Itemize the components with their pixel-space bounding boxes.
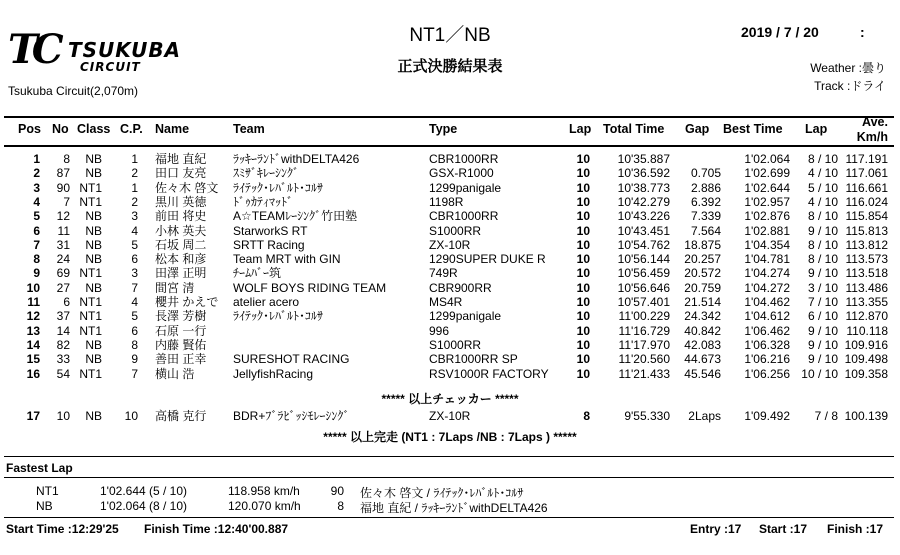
cell-gap: 20.759	[684, 280, 721, 295]
cell-total-time: 10'56.459	[617, 266, 670, 281]
table-row	[0, 325, 900, 337]
cell-cp: 1	[131, 152, 138, 166]
cell-best-time: 1'04.354	[744, 237, 790, 252]
cell-lap: 10	[576, 323, 590, 338]
fastest-lap-time: 1'02.064 (8 / 10)	[100, 499, 188, 513]
cell-gap: 2.886	[690, 180, 721, 195]
cell-best-time: 1'04.612	[744, 309, 790, 324]
cell-total-time: 10'36.592	[617, 166, 670, 181]
cell-ave-speed: 110.118	[846, 323, 888, 338]
cell-lap: 10	[576, 194, 590, 209]
cell-pos: 4	[33, 194, 40, 209]
cell-best-lap: 3 / 10	[807, 280, 838, 295]
circuit-name: Tsukuba Circuit(2,070m)	[8, 84, 139, 98]
cell-total-time: 10'54.762	[617, 237, 670, 252]
cell-gap: 0.705	[690, 166, 721, 181]
cell-ave-speed: 116.661	[845, 180, 888, 195]
table-row	[0, 282, 900, 294]
cell-class: NB	[85, 280, 102, 295]
cell-total-time: 11'21.433	[618, 366, 670, 381]
cell-team: WOLF BOYS RIDING TEAM	[233, 280, 387, 295]
table-row	[0, 353, 900, 365]
fastest-lap-rider: 福地 直紀 / ﾗｯｷｰﾗﾝﾄﾞwithDELTA426	[360, 501, 548, 515]
cell-type: CBR1000RR	[429, 209, 499, 224]
cell-type: 1290SUPER DUKE R	[429, 252, 546, 267]
cell-class: NT1	[79, 323, 102, 338]
cell-lap: 10	[576, 209, 590, 224]
cell-total-time: 10'38.773	[617, 180, 670, 195]
cell-lap: 10	[576, 166, 590, 181]
cell-total-time: 10'35.887	[617, 152, 670, 166]
cell-lap: 10	[576, 309, 590, 324]
cell-best-time: 1'06.216	[744, 352, 790, 367]
cell-best-time: 1'02.644	[744, 180, 790, 195]
table-row	[0, 239, 900, 251]
cell-ave-speed: 100.139	[844, 409, 888, 423]
cell-class: NT1	[79, 194, 102, 209]
logo-name: TSUKUBA	[68, 38, 182, 62]
cell-class: NB	[85, 166, 102, 181]
cell-cp: 7	[131, 280, 138, 295]
table-row	[0, 296, 900, 308]
cell-class: NT1	[79, 180, 102, 195]
cell-pos: 16	[26, 366, 40, 381]
cell-pos: 9	[33, 266, 40, 281]
cell-type: S1000RR	[429, 223, 482, 238]
cell-type: CBR1000RR SP	[429, 352, 518, 367]
cell-no: 69	[56, 266, 70, 281]
cell-ave-speed: 109.498	[844, 352, 888, 367]
cell-pos: 2	[33, 166, 40, 181]
table-header-rule	[4, 145, 894, 147]
cell-name: 佐々木 啓文	[155, 180, 219, 195]
col-best-time: Best Time	[723, 122, 783, 136]
cell-total-time: 11'20.560	[618, 352, 670, 367]
cell-best-time: 1'09.492	[744, 409, 790, 423]
fastest-lap-title: Fastest Lap	[6, 461, 73, 475]
cell-cp: 8	[131, 337, 138, 352]
cell-type: 1198R	[429, 194, 464, 209]
cell-class: NB	[85, 337, 102, 352]
cell-gap: 7.339	[690, 209, 721, 224]
cell-class: NB	[85, 209, 102, 224]
cell-cp: 4	[131, 223, 138, 238]
cell-team: ﾄﾞｩｶﾃｨﾏｯﾄﾞ	[233, 194, 294, 209]
cell-no: 33	[56, 352, 70, 367]
cell-name: 前田 将史	[155, 209, 207, 224]
cell-cp: 1	[131, 180, 138, 195]
col-team: Team	[233, 122, 265, 136]
table-row	[0, 310, 900, 322]
cell-best-lap: 4 / 10	[807, 194, 838, 209]
cell-class: NT1	[79, 266, 102, 281]
cell-name: 小林 英夫	[155, 223, 207, 238]
cell-lap: 10	[576, 295, 590, 309]
table-row	[0, 368, 900, 380]
cell-pos: 15	[26, 352, 40, 367]
table-row	[0, 210, 900, 222]
cell-type: 996	[429, 323, 450, 338]
cell-best-lap: 7 / 10	[807, 295, 838, 309]
cell-type: ZX-10R	[429, 237, 471, 252]
col-gap: Gap	[685, 122, 710, 136]
cell-ave-speed: 112.870	[845, 309, 888, 324]
cell-pos: 7	[33, 237, 40, 252]
cell-type: 1299panigale	[429, 309, 502, 324]
cell-gap: 40.842	[684, 323, 721, 338]
cell-best-time: 1'06.256	[744, 366, 790, 381]
cell-team: ﾗｲﾃｯｸ･ﾚﾊﾞﾙﾄ･ｺﾙｻ	[233, 180, 324, 195]
cell-best-lap: 8 / 10	[807, 209, 838, 224]
table-row-17	[0, 410, 900, 422]
cell-lap: 10	[576, 352, 590, 367]
col-pos: Pos	[18, 122, 41, 136]
cell-team: SRTT Racing	[233, 237, 305, 252]
cell-team: ﾗｲﾃｯｸ･ﾚﾊﾞﾙﾄ･ｺﾙｻ	[233, 309, 324, 324]
cell-type: CBR900RR	[429, 280, 492, 295]
cell-team: BDR+ﾌﾞﾗﾋﾞｯｼﾓﾚｰｼﾝｸﾞ	[233, 409, 350, 423]
table-top-rule	[4, 116, 894, 118]
cell-gap: 21.514	[684, 295, 721, 309]
cell-ave-speed: 113.355	[845, 295, 888, 309]
cell-class: NT1	[79, 295, 102, 309]
cell-best-lap: 4 / 10	[807, 166, 838, 181]
cell-best-time: 1'04.274	[744, 266, 790, 281]
cell-total-time: 10'56.144	[617, 252, 670, 267]
table-row	[0, 267, 900, 279]
table-row	[0, 225, 900, 237]
cell-name: 田澤 正明	[155, 266, 207, 281]
fastest-lap-class: NB	[36, 499, 53, 513]
cell-ave-speed: 113.518	[845, 266, 888, 281]
cell-no: 14	[56, 323, 70, 338]
cell-gap: 20.257	[684, 252, 721, 267]
cell-name: 内藤 賢佑	[155, 337, 207, 352]
cell-pos: 11	[27, 295, 40, 309]
fastest-lap-number: 8	[337, 499, 344, 513]
cell-cp: 2	[131, 194, 138, 209]
cell-pos: 1	[33, 152, 40, 166]
cell-ave-speed: 117.061	[845, 166, 888, 181]
cell-team: SURESHOT RACING	[233, 352, 350, 367]
cell-pos: 12	[26, 309, 40, 324]
cell-name: 善田 正幸	[155, 352, 207, 367]
cell-cp: 4	[131, 295, 138, 309]
cell-class: NB	[85, 352, 102, 367]
cell-team: StarworkS RT	[233, 223, 308, 238]
cell-best-time: 1'02.064	[744, 152, 790, 166]
cell-no: 37	[56, 309, 70, 324]
cell-cp: 5	[131, 237, 138, 252]
fastest-lap-speed: 120.070 km/h	[228, 499, 301, 513]
cell-pos: 13	[26, 323, 40, 338]
col-lap: Lap	[569, 122, 592, 136]
cell-lap: 10	[576, 152, 590, 166]
cell-ave-speed: 113.573	[845, 252, 888, 267]
cell-pos: 5	[33, 209, 40, 224]
cell-no: 82	[56, 337, 70, 352]
cell-total-time: 10'56.646	[617, 280, 670, 295]
cell-name: 黒川 英徳	[155, 194, 207, 209]
cell-ave-speed: 115.813	[845, 223, 888, 238]
cell-ave-speed: 115.854	[845, 209, 888, 224]
cell-best-time: 1'04.781	[744, 252, 790, 267]
cell-best-time: 1'04.462	[744, 295, 790, 309]
cell-class: NB	[85, 152, 102, 166]
cell-class: NB	[85, 252, 102, 267]
fastest-lap-top-rule	[4, 456, 894, 457]
cell-lap: 10	[576, 266, 590, 281]
cell-team: ﾗｯｷｰﾗﾝﾄﾞwithDELTA426	[233, 152, 360, 166]
cell-no: 90	[56, 180, 70, 195]
logo-mark: TC	[8, 26, 58, 73]
race-title: NT1／NB	[409, 25, 491, 46]
cell-total-time: 10'43.451	[617, 223, 670, 238]
table-row	[0, 182, 900, 194]
cell-type: 749R	[429, 266, 458, 281]
cell-name: 石原 一行	[155, 323, 207, 338]
cell-gap: 24.342	[684, 309, 721, 324]
cell-class: NB	[85, 237, 102, 252]
race-date: 2019 / 7 / 20	[741, 24, 819, 40]
col-kmh: Km/h	[856, 130, 888, 144]
cell-type: CBR1000RR	[429, 152, 499, 166]
cell-best-lap: 9 / 10	[807, 223, 838, 238]
cell-cp: 6	[131, 323, 138, 338]
cell-best-lap: 8 / 10	[807, 252, 838, 267]
cell-cp: 6	[131, 252, 138, 267]
cell-no: 10	[56, 409, 70, 423]
cell-best-time: 1'06.328	[744, 337, 790, 352]
cell-gap: 2Laps	[688, 409, 721, 423]
cell-lap: 10	[576, 337, 590, 352]
col-class: Class	[77, 122, 111, 136]
fastest-lap-rule	[4, 477, 894, 478]
cell-best-lap: 8 / 10	[807, 152, 838, 166]
finish-time: Finish Time :12:40'00.887	[144, 522, 289, 536]
fastest-lap-number: 90	[330, 484, 344, 498]
cell-pos: 17	[26, 409, 40, 423]
cell-best-time: 1'02.957	[744, 194, 790, 209]
race-subtitle: 正式決勝結果表	[397, 58, 503, 75]
cell-best-time: 1'04.272	[744, 280, 790, 295]
cell-type: RSV1000R FACTORY	[429, 366, 549, 381]
cell-best-lap: 9 / 10	[807, 323, 838, 338]
col-ave: Ave.	[862, 115, 888, 129]
col-total-time: Total Time	[603, 122, 665, 136]
col-name: Name	[155, 122, 190, 136]
weather: Weather :曇り	[810, 61, 886, 75]
track-condition: Track :ドライ	[814, 79, 886, 93]
finish-count: Finish :17	[827, 522, 884, 536]
cell-pos: 8	[33, 252, 40, 267]
cell-pos: 3	[33, 180, 40, 195]
cell-team: atelier acero	[233, 295, 300, 309]
cell-cp: 10	[124, 409, 138, 423]
cell-lap: 10	[576, 180, 590, 195]
cell-gap: 42.083	[684, 337, 721, 352]
col-type: Type	[429, 122, 458, 136]
cell-best-time: 1'02.881	[744, 223, 790, 238]
cell-type: GSX-R1000	[429, 166, 494, 181]
cell-best-lap: 8 / 10	[807, 237, 838, 252]
cell-ave-speed: 109.916	[844, 337, 888, 352]
cell-type: ZX-10R	[429, 409, 471, 423]
cell-name: 福地 直紀	[155, 152, 207, 166]
cell-best-lap: 6 / 10	[807, 309, 838, 324]
cell-best-lap: 5 / 10	[807, 180, 838, 195]
cell-cp: 5	[131, 309, 138, 324]
cell-cp: 7	[131, 366, 138, 381]
cell-best-time: 1'02.699	[744, 166, 790, 181]
cell-ave-speed: 116.024	[845, 194, 888, 209]
checker-note: ***** 以上チェッカー *****	[381, 392, 519, 406]
table-row	[0, 196, 900, 208]
table-row	[0, 339, 900, 351]
cell-class: NB	[85, 409, 102, 423]
cell-name: 間宮 清	[155, 280, 195, 295]
cell-no: 24	[56, 252, 70, 267]
cell-best-lap: 9 / 10	[807, 337, 838, 352]
cell-name: 長澤 芳樹	[155, 309, 207, 324]
cell-no: 54	[56, 366, 70, 381]
col-best-lap: Lap	[805, 122, 828, 136]
fastest-lap-speed: 118.958 km/h	[228, 484, 300, 498]
cell-class: NT1	[79, 309, 102, 324]
fastest-lap-rider: 佐々木 啓文 / ﾗｲﾃｯｸ･ﾚﾊﾞﾙﾄ･ｺﾙｻ	[360, 486, 524, 500]
cell-lap: 8	[583, 409, 590, 423]
fastest-lap-time: 1'02.644 (5 / 10)	[100, 484, 188, 498]
cell-team: JellyfishRacing	[233, 366, 314, 381]
cell-type: S1000RR	[429, 337, 482, 352]
cell-gap: 45.546	[684, 366, 721, 381]
cell-lap: 10	[576, 237, 590, 252]
cell-lap: 10	[576, 223, 590, 238]
cell-gap: 6.392	[690, 194, 721, 209]
cell-best-lap: 10 / 10	[801, 366, 838, 381]
table-row	[0, 253, 900, 265]
cell-team: ﾁｰﾑﾊﾞｰ筑	[233, 266, 282, 281]
cell-ave-speed: 117.191	[845, 152, 888, 166]
cell-no: 27	[56, 280, 70, 295]
start-count: Start :17	[759, 522, 808, 536]
cell-total-time: 10'57.401	[617, 295, 670, 309]
entry-count: Entry :17	[690, 522, 742, 536]
col-no: No	[52, 122, 69, 136]
cell-name: 高橋 克行	[155, 409, 207, 423]
cell-pos: 14	[26, 337, 40, 352]
cell-class: NT1	[79, 366, 102, 381]
cell-best-lap: 9 / 10	[807, 352, 838, 367]
fastest-lap-class: NT1	[36, 484, 59, 498]
table-row	[0, 153, 900, 165]
cell-ave-speed: 109.358	[844, 366, 888, 381]
cell-gap: 18.875	[684, 237, 721, 252]
logo-sub: CIRCUIT	[80, 60, 141, 74]
cell-name: 石坂 周二	[155, 237, 207, 252]
cell-team: A☆TEAMﾚｰｼﾝｸﾞ竹田塾	[233, 209, 358, 224]
cell-name: 櫻井 かえで	[155, 295, 219, 309]
cell-lap: 10	[576, 252, 590, 267]
cell-no: 12	[56, 209, 70, 224]
cell-type: MS4R	[429, 295, 463, 309]
cell-no: 8	[63, 152, 70, 166]
cell-class: NB	[85, 223, 102, 238]
cell-cp: 2	[131, 166, 138, 181]
cell-team: Team MRT with GIN	[233, 252, 341, 267]
table-row	[0, 167, 900, 179]
cell-no: 31	[56, 237, 70, 252]
cell-lap: 10	[576, 280, 590, 295]
cell-name: 松本 和彦	[155, 252, 207, 267]
cell-gap: 44.673	[684, 352, 721, 367]
cell-no: 87	[56, 166, 70, 181]
cell-cp: 3	[131, 209, 138, 224]
cell-ave-speed: 113.812	[845, 237, 888, 252]
cell-total-time: 11'16.729	[618, 323, 670, 338]
cell-pos: 6	[33, 223, 40, 238]
cell-no: 11	[57, 223, 70, 238]
cell-cp: 9	[131, 352, 138, 367]
race-time-colon: :	[860, 24, 865, 40]
cell-gap: 20.572	[684, 266, 721, 281]
cell-gap: 7.564	[690, 223, 721, 238]
cell-type: 1299panigale	[429, 180, 502, 195]
cell-cp: 3	[131, 266, 138, 281]
cell-best-lap: 7 / 8	[814, 409, 838, 423]
cell-ave-speed: 113.486	[845, 280, 888, 295]
footer-rule	[4, 517, 894, 518]
cell-total-time: 9'55.330	[624, 409, 670, 423]
cell-total-time: 10'43.226	[617, 209, 670, 224]
cell-no: 7	[63, 194, 70, 209]
cell-best-time: 1'06.462	[744, 323, 790, 338]
complete-note: ***** 以上完走 (NT1 : 7Laps /NB : 7Laps ) *****	[323, 430, 577, 444]
cell-total-time: 11'17.970	[618, 337, 670, 352]
cell-lap: 10	[576, 366, 590, 381]
cell-total-time: 10'42.279	[617, 194, 670, 209]
cell-best-time: 1'02.876	[744, 209, 790, 224]
col-cp: C.P.	[120, 122, 143, 136]
cell-name: 田口 友亮	[155, 166, 207, 181]
cell-no: 6	[63, 295, 70, 309]
cell-best-lap: 9 / 10	[807, 266, 838, 281]
start-time: Start Time :12:29'25	[6, 522, 119, 536]
cell-pos: 10	[26, 280, 40, 295]
cell-team: ｽﾐｻﾞｷﾚｰｼﾝｸﾞ	[233, 166, 300, 181]
cell-name: 横山 浩	[155, 366, 195, 381]
cell-total-time: 11'00.229	[618, 309, 670, 324]
